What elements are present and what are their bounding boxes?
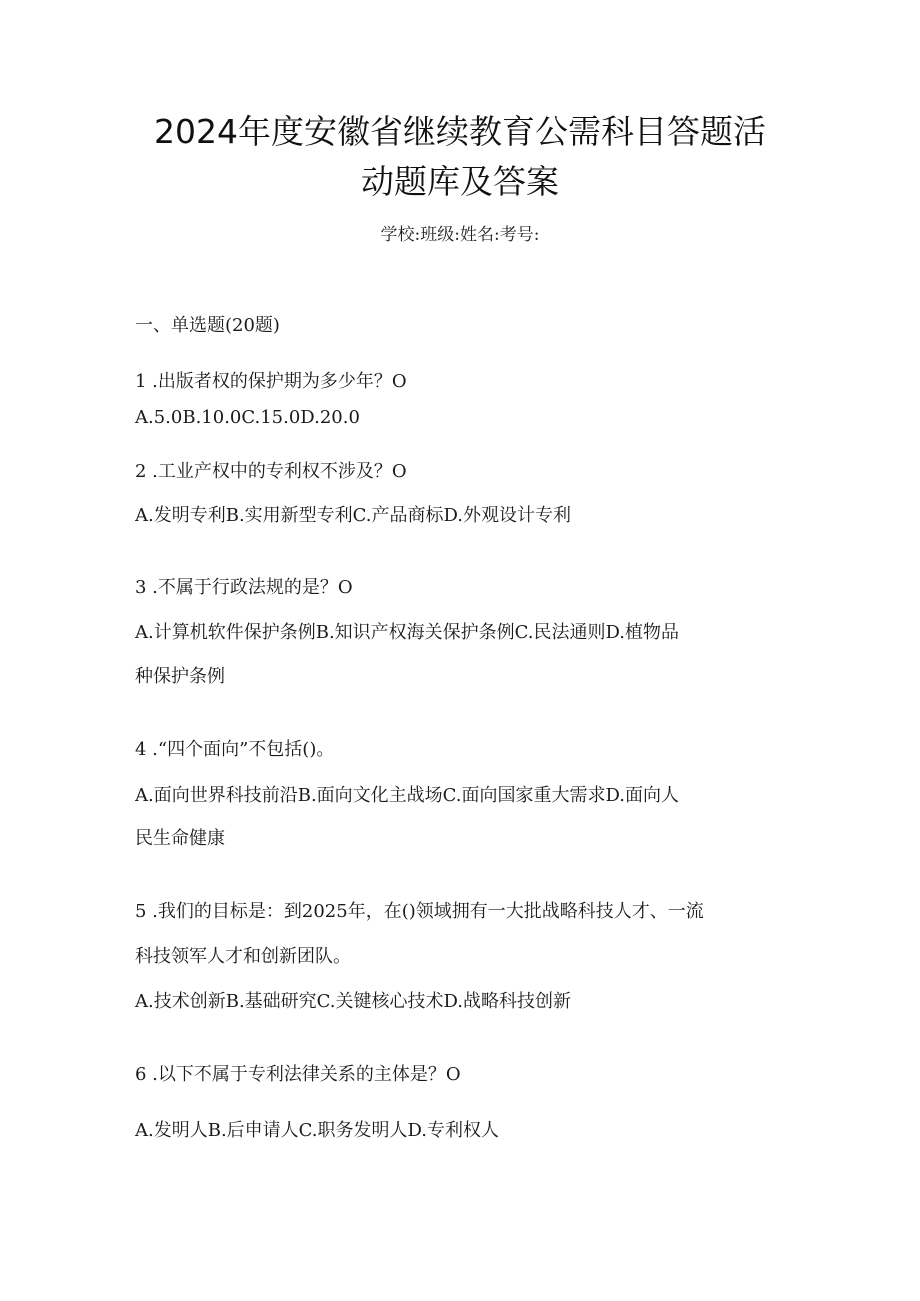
document-title-line-2: 动题库及答案 [361,162,559,201]
student-info-fields: 学校:班级:姓名:考号: [380,225,540,245]
question-1-options: A.5.0B.10.0C.15.0D.20.0 [135,407,360,428]
document-title-line-1: 2024年度安徽省继续教育公需科目答题活 [154,112,766,151]
question-2-stem: 2 .工业产权中的专利权不涉及？O [135,461,407,482]
question-5-stem-line-1: 5 .我们的目标是：到2025年，在()领域拥有一大批战略科技人才、一流 [135,901,704,922]
question-3-options-line-2: 种保护条例 [135,666,225,687]
question-6-options: A.发明人B.后申请人C.职务发明人D.专利权人 [135,1120,500,1141]
question-2-options: A.发明专利B.实用新型专利C.产品商标D.外观设计专利 [135,505,572,526]
question-3-stem: 3 .不属于行政法规的是？O [135,577,353,598]
question-5-stem-line-2: 科技领军人才和创新团队。 [135,946,351,967]
section-heading: 一、单选题(20题) [135,315,280,336]
question-5-options: A.技术创新B.基础研究C.关键核心技术D.战略科技创新 [135,991,572,1012]
question-1-stem: 1 .出版者权的保护期为多少年？O [135,371,407,392]
question-4-stem: 4 .“四个面向”不包括()。 [135,739,335,760]
question-4-options-line-2: 民生命健康 [135,828,225,849]
question-4-options-line-1: A.面向世界科技前沿B.面向文化主战场C.面向国家重大需求D.面向人 [135,785,680,806]
question-6-stem: 6 .以下不属于专利法律关系的主体是？O [135,1064,461,1085]
question-3-options-line-1: A.计算机软件保护条例B.知识产权海关保护条例C.民法通则D.植物品 [135,622,680,643]
